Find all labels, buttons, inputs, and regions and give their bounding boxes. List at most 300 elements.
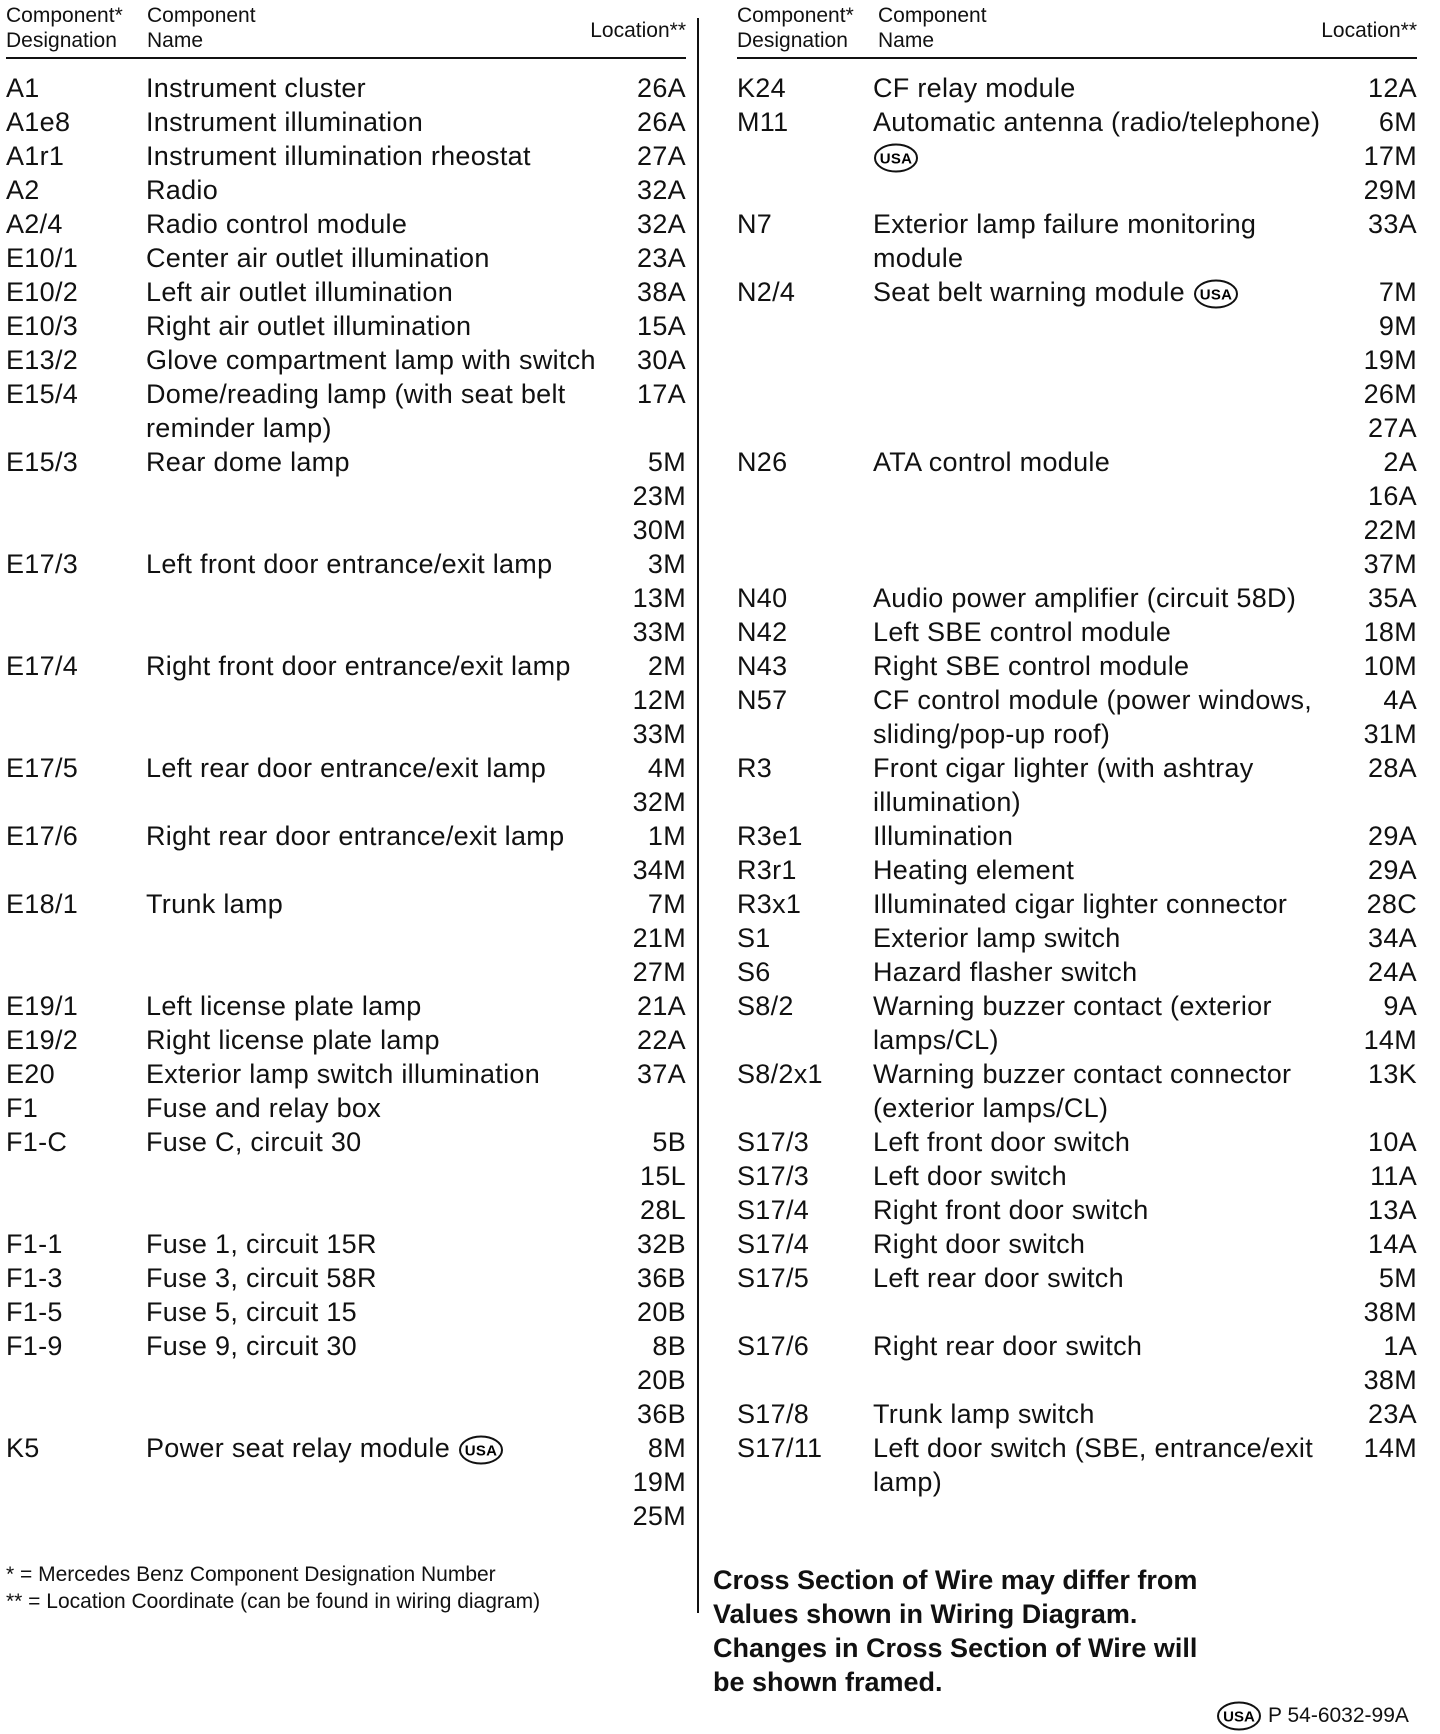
location-coordinate: 27M	[632, 957, 686, 987]
location-coordinate: 16A	[1368, 481, 1417, 511]
component-name: Audio power amplifier (circuit 58D)	[873, 583, 1297, 613]
location-coordinate: 1M	[647, 821, 686, 851]
table-row	[737, 207, 1417, 275]
table-row	[737, 989, 1417, 1057]
location-coordinate: 29A	[1368, 821, 1417, 851]
component-designation: A1e8	[6, 107, 71, 137]
table-row	[6, 887, 686, 989]
table-row	[737, 615, 1417, 649]
component-designation: E19/1	[6, 991, 79, 1021]
component-designation: N42	[737, 617, 788, 647]
component-location	[616, 207, 686, 241]
component-location	[1347, 207, 1417, 275]
component-designation: E17/6	[6, 821, 79, 851]
component-location	[1347, 1159, 1417, 1193]
component-name: Radio	[146, 175, 219, 205]
component-location	[616, 1295, 686, 1329]
component-name: Exterior lamp switch	[873, 923, 1121, 953]
table-row	[737, 275, 1417, 445]
location-coordinate: 32B	[637, 1229, 686, 1259]
location-coordinate: 12A	[1368, 73, 1417, 103]
component-designation: R3e1	[737, 821, 803, 851]
table-row	[737, 1193, 1417, 1227]
header-designation: Component* Designation	[737, 4, 854, 52]
component-location	[1347, 1329, 1417, 1397]
table-header	[6, 0, 686, 59]
component-name: Instrument cluster	[146, 73, 366, 103]
location-coordinate: 24A	[1368, 957, 1417, 987]
component-location	[1347, 1431, 1417, 1499]
component-designation: N2/4	[737, 277, 796, 307]
table-row	[737, 1125, 1417, 1159]
table-row	[737, 1227, 1417, 1261]
table-row	[737, 955, 1417, 989]
header-name: Component Name	[147, 4, 256, 52]
component-designation: N40	[737, 583, 788, 613]
location-coordinate: 13K	[1368, 1059, 1417, 1089]
location-coordinate: 21M	[632, 923, 686, 953]
component-name: Right rear door entrance/exit lamp	[146, 821, 565, 851]
location-coordinate: 5B	[652, 1127, 686, 1157]
component-location	[616, 1227, 686, 1261]
component-location	[1347, 581, 1417, 615]
component-designation: M11	[737, 107, 789, 137]
location-coordinate: 3M	[647, 549, 686, 579]
component-designation: A2/4	[6, 209, 63, 239]
location-coordinate: 7M	[1378, 277, 1417, 307]
location-coordinate: 9M	[1378, 311, 1417, 341]
component-designation: E13/2	[6, 345, 79, 375]
table-header	[737, 0, 1417, 59]
component-name: Fuse and relay box	[146, 1093, 382, 1123]
component-location	[616, 275, 686, 309]
component-designation: E18/1	[6, 889, 79, 919]
component-location	[616, 1329, 686, 1431]
warning-line-2: Changes in Cross Section of Wire will be shown framed.	[713, 1633, 1198, 1697]
component-name: Left door switch (SBE, entrance/exit lamp)	[873, 1433, 1314, 1497]
component-name: Left rear door switch	[873, 1263, 1124, 1293]
component-name: Right front door switch	[873, 1195, 1149, 1225]
table-row	[737, 1261, 1417, 1329]
table-row	[737, 105, 1417, 207]
table-row	[6, 989, 686, 1023]
table-row	[6, 1091, 686, 1125]
component-name: Left front door switch	[873, 1127, 1131, 1157]
component-designation: E19/2	[6, 1025, 79, 1055]
svg-text:USA: USA	[1223, 1708, 1255, 1726]
part-number	[1208, 1701, 1409, 1731]
component-name: CF control module (power windows, sliding/pop-up roof)	[873, 685, 1313, 749]
component-name: Fuse 1, circuit 15R	[146, 1229, 377, 1259]
component-location	[1347, 1261, 1417, 1329]
component-designation: F1-3	[6, 1263, 63, 1293]
component-name: Exterior lamp switch illumination	[146, 1059, 541, 1089]
component-location	[616, 1431, 686, 1533]
warning-line-1: Cross Section of Wire may differ from Values shown in Wiring Diagram.	[713, 1565, 1198, 1629]
component-designation: R3	[737, 753, 773, 783]
component-name: Automatic antenna (radio/telephone) USA	[873, 105, 1347, 207]
component-designation: F1-5	[6, 1297, 63, 1327]
location-coordinate: 30M	[632, 515, 686, 545]
location-coordinate: 26A	[637, 73, 686, 103]
component-designation: F1-1	[6, 1229, 63, 1259]
component-location	[616, 1125, 686, 1227]
component-designation: K24	[737, 73, 786, 103]
right-table	[737, 0, 1417, 1499]
table-row	[737, 1057, 1417, 1125]
component-name: Glove compartment lamp with switch	[146, 345, 596, 375]
wire-cross-section-note	[713, 1563, 1233, 1699]
location-coordinate: 4M	[647, 753, 686, 783]
location-coordinate: 29M	[1363, 175, 1417, 205]
component-designation: E10/1	[6, 243, 79, 273]
component-designation: S17/6	[737, 1331, 810, 1361]
component-location	[616, 377, 686, 445]
component-name: Dome/reading lamp (with seat belt reminder lamp)	[146, 379, 566, 443]
component-designation: E15/4	[6, 379, 79, 409]
location-coordinate: 12M	[632, 685, 686, 715]
component-location	[1347, 1125, 1417, 1159]
component-location	[616, 173, 686, 207]
component-name: Power seat relay module USA	[146, 1431, 616, 1533]
component-designation: N26	[737, 447, 788, 477]
component-name: Left front door entrance/exit lamp	[146, 549, 553, 579]
component-location	[616, 887, 686, 989]
component-location	[616, 989, 686, 1023]
component-name: Right SBE control module	[873, 651, 1190, 681]
table-row	[737, 71, 1417, 105]
usa-badge-icon	[1216, 1701, 1262, 1731]
footnote-location: ** = Location Coordinate (can be found in wiring diagram)	[6, 1590, 541, 1613]
location-coordinate: 23M	[632, 481, 686, 511]
component-designation: S17/4	[737, 1195, 810, 1225]
location-coordinate: 27A	[1368, 413, 1417, 443]
table-row	[737, 819, 1417, 853]
component-designation: N7	[737, 209, 773, 239]
table-row	[6, 1295, 686, 1329]
left-table	[6, 0, 686, 1533]
component-location	[1347, 887, 1417, 921]
location-coordinate: 30A	[637, 345, 686, 375]
table-row	[6, 1261, 686, 1295]
component-location	[1347, 275, 1417, 445]
table-row	[6, 1227, 686, 1261]
component-designation: S17/3	[737, 1127, 810, 1157]
component-designation: R3r1	[737, 855, 797, 885]
location-coordinate: 26A	[637, 107, 686, 137]
component-designation: F1	[6, 1093, 39, 1123]
component-location	[616, 309, 686, 343]
component-designation: K5	[6, 1433, 40, 1463]
location-coordinate: 37M	[1363, 549, 1417, 579]
location-coordinate: 36B	[637, 1263, 686, 1293]
component-name: Right door switch	[873, 1229, 1086, 1259]
component-name: Trunk lamp switch	[873, 1399, 1095, 1429]
component-location	[616, 547, 686, 649]
table-row	[6, 1023, 686, 1057]
component-location	[1347, 989, 1417, 1057]
component-designation: E17/5	[6, 753, 79, 783]
table-row	[737, 1431, 1417, 1499]
location-coordinate: 34A	[1368, 923, 1417, 953]
component-designation: N57	[737, 685, 788, 715]
component-location	[1347, 105, 1417, 207]
location-coordinate: 21A	[637, 991, 686, 1021]
component-name: Rear dome lamp	[146, 447, 350, 477]
location-coordinate: 22M	[1363, 515, 1417, 545]
location-coordinate: 8M	[647, 1433, 686, 1463]
component-name: Right front door entrance/exit lamp	[146, 651, 571, 681]
component-name: Left air outlet illumination	[146, 277, 454, 307]
location-coordinate: 4A	[1383, 685, 1417, 715]
component-designation: N43	[737, 651, 788, 681]
component-name: Fuse 9, circuit 30	[146, 1331, 357, 1361]
location-coordinate: 28A	[1368, 753, 1417, 783]
table-row	[737, 853, 1417, 887]
table-row	[6, 173, 686, 207]
component-designation: E17/4	[6, 651, 79, 681]
component-location	[616, 649, 686, 751]
component-location	[616, 105, 686, 139]
table-row	[6, 139, 686, 173]
svg-text:USA: USA	[1199, 286, 1233, 304]
component-designation: S1	[737, 923, 771, 953]
location-coordinate: 9A	[1383, 991, 1417, 1021]
component-location	[616, 445, 686, 547]
component-designation: E10/3	[6, 311, 79, 341]
component-location	[1347, 1057, 1417, 1125]
component-name: CF relay module	[873, 73, 1076, 103]
component-designation: S8/2x1	[737, 1059, 823, 1089]
component-location	[1347, 615, 1417, 649]
usa-badge-icon	[1193, 279, 1239, 309]
table-row	[737, 1159, 1417, 1193]
component-designation: E17/3	[6, 549, 79, 579]
location-coordinate: 14M	[1363, 1433, 1417, 1463]
svg-text:USA: USA	[464, 1442, 498, 1460]
location-coordinate: 26M	[1363, 379, 1417, 409]
location-coordinate: 17M	[1363, 141, 1417, 171]
component-name: Instrument illumination rheostat	[146, 141, 531, 171]
component-name: Warning buzzer contact connector (exterior lamps/CL)	[873, 1059, 1292, 1123]
component-name: Warning buzzer contact (exterior lamps/CL)	[873, 991, 1272, 1055]
component-location	[616, 751, 686, 819]
component-name: Illuminated cigar lighter connector	[873, 889, 1288, 919]
component-location	[616, 1261, 686, 1295]
table-row	[6, 207, 686, 241]
component-designation: E15/3	[6, 447, 79, 477]
component-designation: E20	[6, 1059, 55, 1089]
table-row	[737, 445, 1417, 581]
location-coordinate: 11A	[1370, 1161, 1417, 1191]
location-coordinate: 38A	[637, 277, 686, 307]
location-coordinate: 23A	[1368, 1399, 1417, 1429]
component-designation: S17/3	[737, 1161, 810, 1191]
component-name: Trunk lamp	[146, 889, 284, 919]
location-coordinate: 32A	[637, 209, 686, 239]
table-row	[6, 1431, 686, 1533]
component-designation: A1r1	[6, 141, 65, 171]
component-location	[1347, 445, 1417, 581]
location-coordinate: 6M	[1378, 107, 1417, 137]
component-designation: R3x1	[737, 889, 802, 919]
component-location	[1347, 1193, 1417, 1227]
location-coordinate: 25M	[632, 1501, 686, 1531]
component-location	[1347, 955, 1417, 989]
right-rows	[737, 59, 1417, 1499]
component-location	[1347, 683, 1417, 751]
component-name: Heating element	[873, 855, 1075, 885]
component-location	[1347, 649, 1417, 683]
component-name: Right air outlet illumination	[146, 311, 472, 341]
left-rows	[6, 59, 686, 1533]
component-name: Front cigar lighter (with ashtray illumination)	[873, 753, 1254, 817]
location-coordinate: 32M	[632, 787, 686, 817]
component-designation: E10/2	[6, 277, 79, 307]
component-location	[616, 1091, 686, 1125]
location-coordinate: 35A	[1368, 583, 1417, 613]
component-location	[1347, 751, 1417, 819]
component-location	[1347, 921, 1417, 955]
component-name: Radio control module	[146, 209, 408, 239]
component-location	[616, 241, 686, 275]
component-name: Seat belt warning module USA	[873, 275, 1347, 445]
table-row	[737, 581, 1417, 615]
location-coordinate: 10M	[1363, 651, 1417, 681]
table-row	[6, 309, 686, 343]
location-coordinate: 17A	[637, 379, 686, 409]
table-row	[6, 105, 686, 139]
table-row	[737, 1329, 1417, 1397]
component-designation: F1-C	[6, 1127, 68, 1157]
component-location	[1347, 819, 1417, 853]
location-coordinate: 34M	[632, 855, 686, 885]
location-coordinate: 19M	[1363, 345, 1417, 375]
header-location: Location**	[1321, 19, 1417, 42]
svg-text:USA: USA	[879, 150, 913, 168]
component-location	[1347, 71, 1417, 105]
location-coordinate: 38M	[1363, 1365, 1417, 1395]
location-coordinate: 1A	[1383, 1331, 1417, 1361]
table-row	[737, 1397, 1417, 1431]
location-coordinate: 15L	[640, 1161, 686, 1191]
table-row	[6, 547, 686, 649]
location-coordinate: 13M	[632, 583, 686, 613]
part-number-text: P 54-6032-99A	[1268, 1704, 1409, 1727]
table-row	[737, 649, 1417, 683]
location-coordinate: 8B	[652, 1331, 686, 1361]
location-coordinate: 33M	[632, 617, 686, 647]
table-row	[6, 71, 686, 105]
component-name: Fuse 5, circuit 15	[146, 1297, 357, 1327]
location-coordinate: 7M	[647, 889, 686, 919]
component-name: Right rear door switch	[873, 1331, 1143, 1361]
component-location	[616, 1023, 686, 1057]
component-name: Left door switch	[873, 1161, 1067, 1191]
location-coordinate: 29A	[1368, 855, 1417, 885]
component-name: Left license plate lamp	[146, 991, 422, 1021]
component-name: Exterior lamp failure monitoring module	[873, 209, 1257, 273]
location-coordinate: 19M	[632, 1467, 686, 1497]
table-row	[6, 241, 686, 275]
location-coordinate: 18M	[1363, 617, 1417, 647]
location-coordinate: 27A	[637, 141, 686, 171]
location-coordinate: 2A	[1383, 447, 1417, 477]
location-coordinate: 38M	[1363, 1297, 1417, 1327]
column-divider	[697, 18, 699, 1613]
table-row	[6, 649, 686, 751]
component-designation: S8/2	[737, 991, 794, 1021]
footnote-designation: * = Mercedes Benz Component Designation Number	[6, 1563, 496, 1586]
table-row	[6, 1329, 686, 1431]
usa-badge-icon	[1208, 1701, 1262, 1731]
component-designation: S17/5	[737, 1263, 810, 1293]
component-name: Fuse C, circuit 30	[146, 1127, 362, 1157]
component-location	[616, 1057, 686, 1091]
component-designation: A2	[6, 175, 40, 205]
component-location	[616, 819, 686, 887]
location-coordinate: 37A	[637, 1059, 686, 1089]
component-designation: A1	[6, 73, 40, 103]
component-designation: S6	[737, 957, 771, 987]
location-coordinate: 5M	[647, 447, 686, 477]
component-location	[616, 71, 686, 105]
location-coordinate: 33A	[1368, 209, 1417, 239]
component-location	[616, 139, 686, 173]
component-name: Left rear door entrance/exit lamp	[146, 753, 547, 783]
header-name: Component Name	[878, 4, 987, 52]
location-coordinate: 32A	[637, 175, 686, 205]
header-location: Location**	[590, 19, 686, 42]
component-name: Illumination	[873, 821, 1014, 851]
component-name: ATA control module	[873, 447, 1111, 477]
location-coordinate: 22A	[637, 1025, 686, 1055]
footnotes	[6, 1561, 540, 1615]
component-location	[1347, 853, 1417, 887]
table-row	[6, 445, 686, 547]
table-row	[6, 377, 686, 445]
table-row	[6, 275, 686, 309]
location-coordinate: 28L	[640, 1195, 686, 1225]
location-coordinate: 5M	[1378, 1263, 1417, 1293]
location-coordinate: 2M	[647, 651, 686, 681]
component-name: Right license plate lamp	[146, 1025, 440, 1055]
table-row	[6, 1125, 686, 1227]
location-coordinate: 33M	[632, 719, 686, 749]
location-coordinate: 13A	[1368, 1195, 1417, 1225]
table-row	[737, 751, 1417, 819]
location-coordinate: 31M	[1363, 719, 1417, 749]
component-location	[616, 343, 686, 377]
table-row	[737, 887, 1417, 921]
table-row	[737, 921, 1417, 955]
location-coordinate: 28C	[1366, 889, 1417, 919]
component-designation: S17/11	[737, 1433, 823, 1463]
location-coordinate: 20B	[637, 1365, 686, 1395]
location-coordinate: 15A	[637, 311, 686, 341]
component-designation: S17/4	[737, 1229, 810, 1259]
table-row	[737, 683, 1417, 751]
usa-badge-icon	[458, 1435, 504, 1465]
location-coordinate: 23A	[637, 243, 686, 273]
component-name: Center air outlet illumination	[146, 243, 490, 273]
location-coordinate: 36B	[637, 1399, 686, 1429]
component-name: Hazard flasher switch	[873, 957, 1138, 987]
component-location	[1347, 1397, 1417, 1431]
table-row	[6, 751, 686, 819]
header-designation: Component* Designation	[6, 4, 123, 52]
component-designation: S17/8	[737, 1399, 810, 1429]
